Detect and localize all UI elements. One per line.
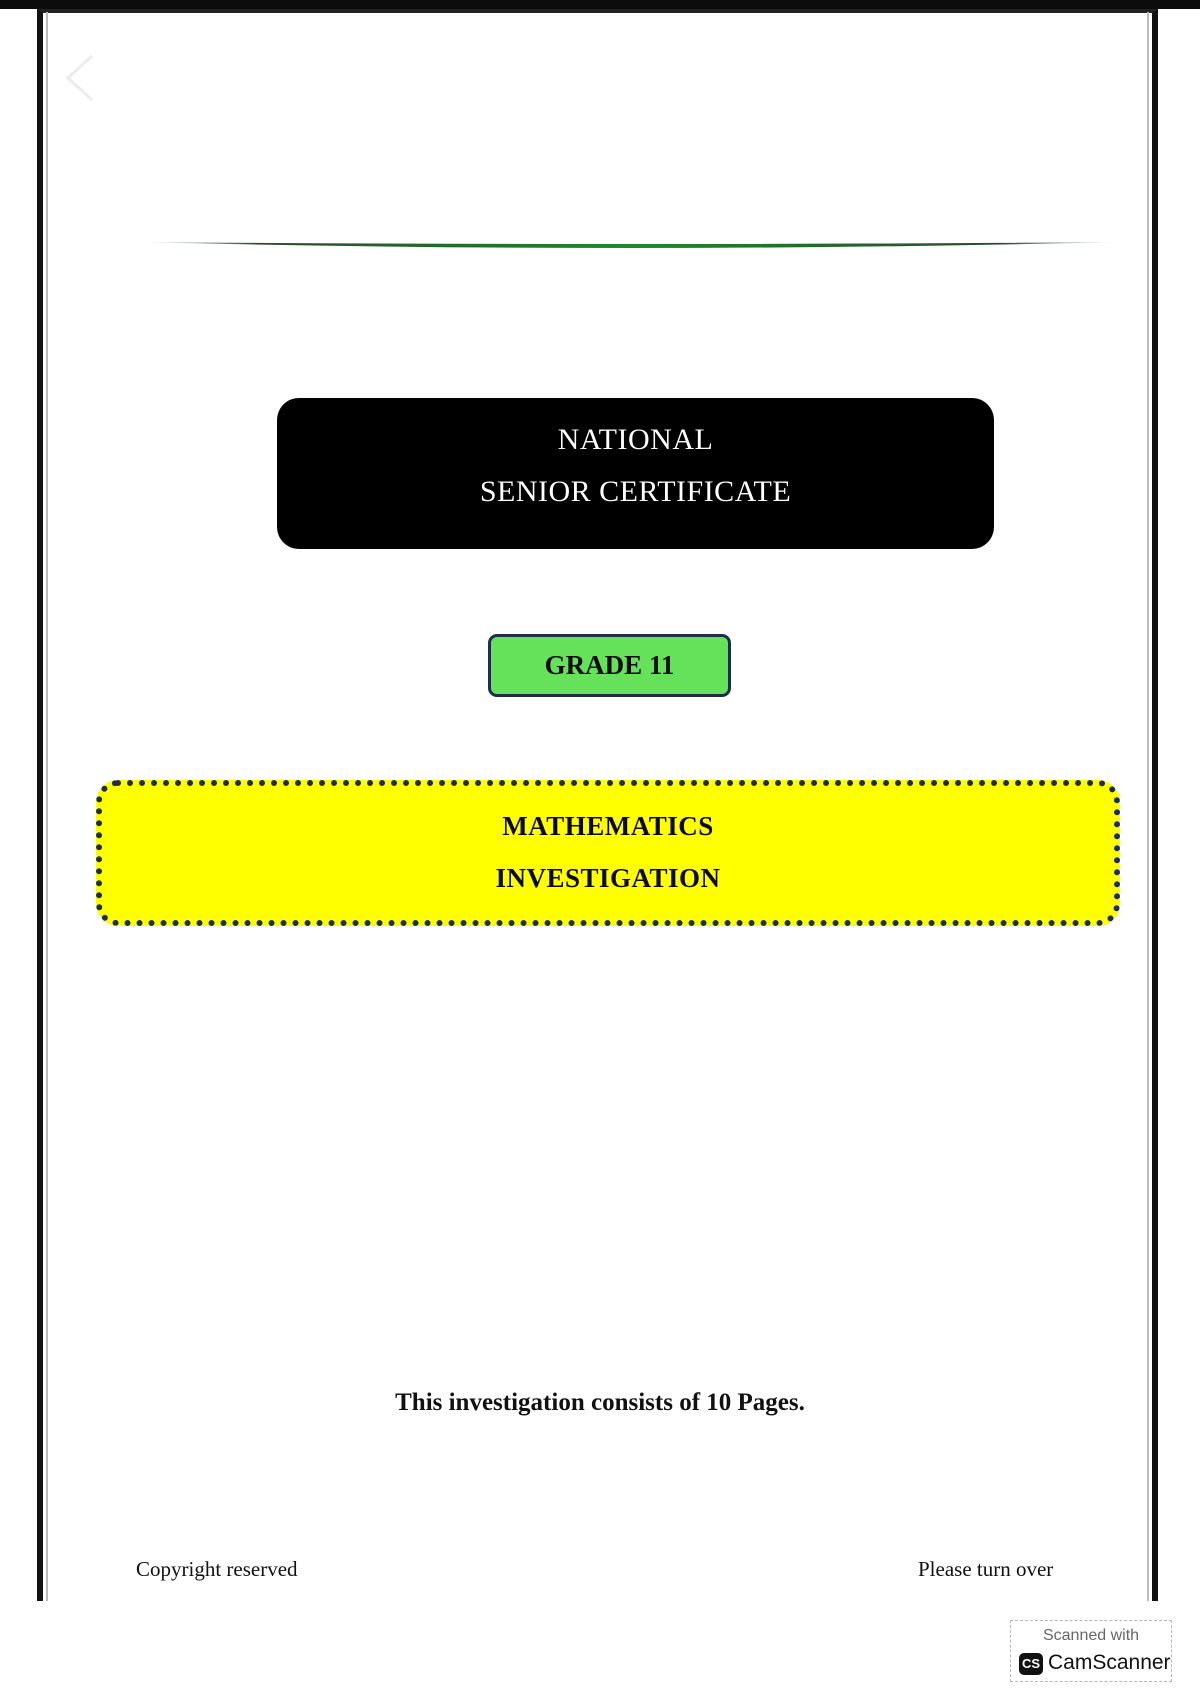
grade-badge: GRADE 11 (488, 634, 731, 697)
subject-line-mathematics: MATHEMATICS (502, 811, 714, 841)
subject-title-box (96, 780, 1120, 926)
certificate-title-box (277, 398, 994, 549)
footer-turn-over: Please turn over (918, 1557, 1054, 1581)
page-count-note: This investigation consists of 10 Pages. (395, 1389, 805, 1416)
camscanner-name: CamScanner (1048, 1651, 1171, 1674)
top-scan-edge (0, 0, 1200, 9)
title-line-national: NATIONAL (557, 423, 714, 456)
camscanner-logo-icon: CS (1019, 1653, 1043, 1675)
title-line-senior-certificate: SENIOR CERTIFICATE (479, 475, 792, 508)
green-divider-rule (140, 238, 1120, 254)
subject-line-investigation: INVESTIGATION (495, 863, 721, 893)
footer-copyright: Copyright reserved (136, 1557, 298, 1581)
camscanner-caption: Scanned with (1042, 1627, 1140, 1644)
back-chevron-icon[interactable] (62, 52, 102, 104)
camscanner-watermark (1010, 1620, 1172, 1682)
